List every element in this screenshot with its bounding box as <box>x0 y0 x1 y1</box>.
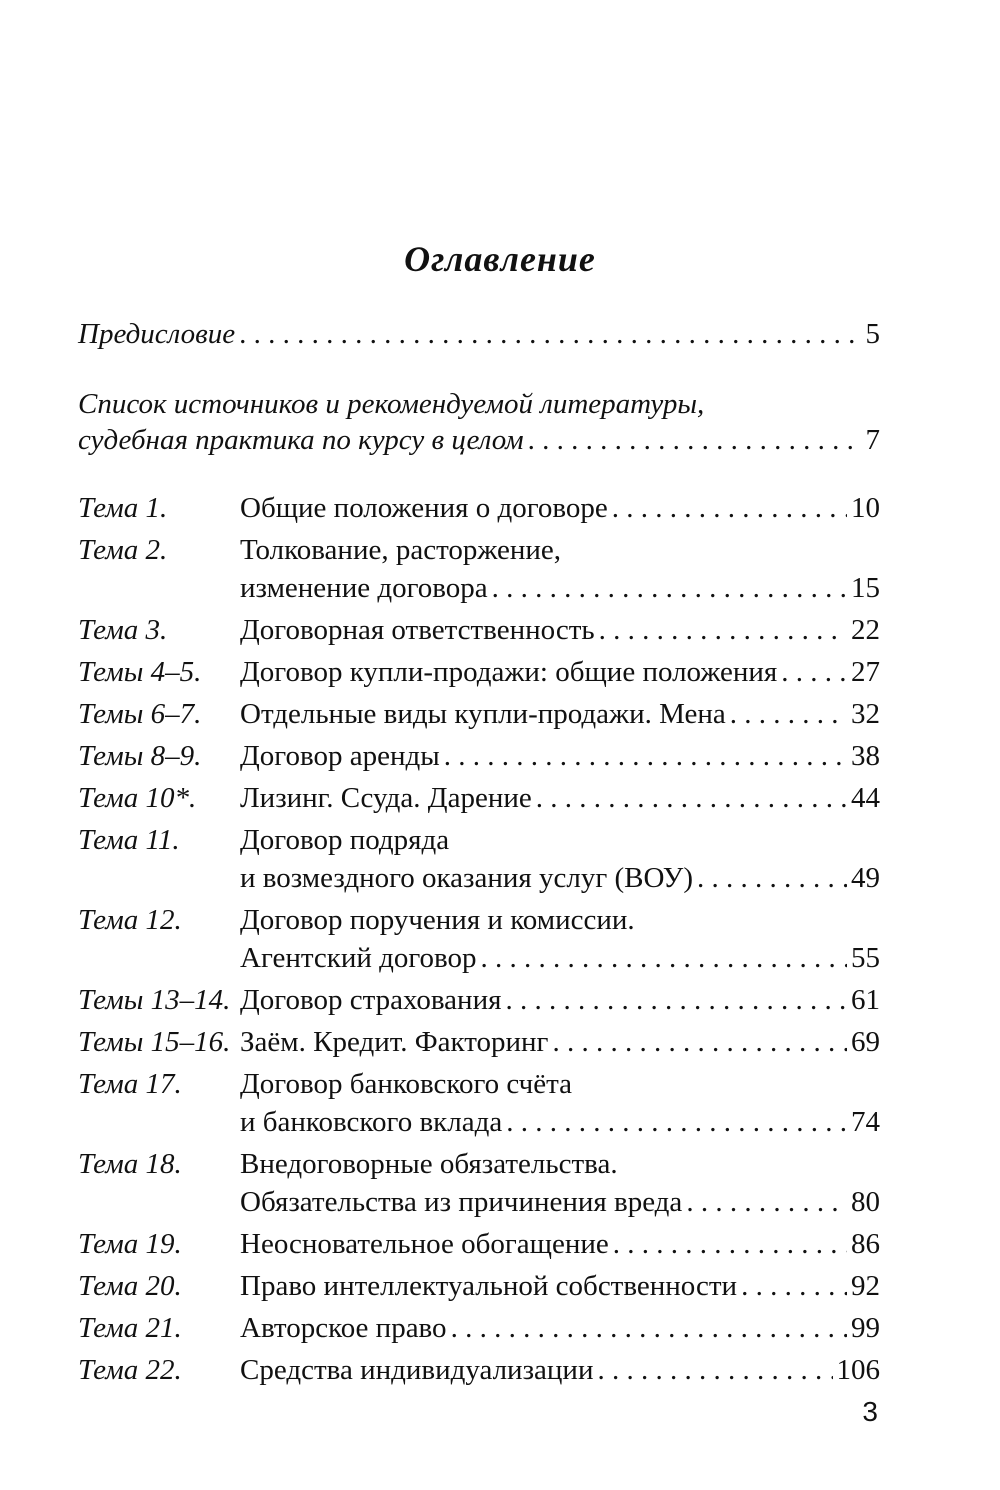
toc-entry-topic <box>78 696 880 732</box>
topic-page: 15 <box>851 572 880 604</box>
topic-label: Тема 10*. <box>78 782 197 814</box>
entry-page: 5 <box>865 318 880 350</box>
toc-entry-topic <box>78 1066 880 1102</box>
topic-page: 27 <box>851 656 880 688</box>
leader-dots <box>781 654 847 690</box>
topic-label: Тема 22. <box>78 1354 182 1386</box>
entry-text: судебная практика по курсу в целом <box>78 424 524 456</box>
leader-dots <box>239 316 861 352</box>
toc-entry-topic <box>78 1104 880 1140</box>
leader-dots <box>481 940 847 976</box>
leader-dots <box>597 1352 832 1388</box>
topic-title: Общие положения о договоре <box>240 492 608 524</box>
toc-entry-topic <box>78 822 880 858</box>
topic-page: 61 <box>851 984 880 1016</box>
topic-title: Средства индивидуализации <box>240 1354 594 1386</box>
topic-title: Договор аренды <box>240 740 440 772</box>
toc-entry-topic <box>78 1184 880 1220</box>
toc-entry-topic <box>78 738 880 774</box>
topic-title: и банковского вклада <box>240 1106 503 1138</box>
topic-label: Темы 13–14. <box>78 984 231 1016</box>
topic-title: Договор купли-продажи: общие положения <box>240 656 778 688</box>
topic-page: 92 <box>851 1270 880 1302</box>
leader-dots <box>451 1310 847 1346</box>
topic-page: 38 <box>851 740 880 772</box>
topic-label: Тема 11. <box>78 824 180 856</box>
topic-label: Тема 20. <box>78 1270 182 1302</box>
topic-page: 99 <box>851 1312 880 1344</box>
toc-entry-preface <box>78 316 880 352</box>
toc-entry-topic <box>78 1024 880 1060</box>
topic-page: 55 <box>851 942 880 974</box>
topic-page: 49 <box>851 862 880 894</box>
topic-label: Темы 15–16. <box>78 1026 231 1058</box>
toc-entry-sources <box>78 422 880 458</box>
page-number: 3 <box>862 1396 878 1427</box>
toc-entry-topic <box>78 490 880 526</box>
leader-dots <box>730 696 847 732</box>
topic-page: 22 <box>851 614 880 646</box>
topic-title: Агентский договор <box>240 942 477 974</box>
toc-entry-topic <box>78 1268 880 1304</box>
leader-dots <box>492 570 847 606</box>
topic-label: Тема 18. <box>78 1148 182 1180</box>
topic-page: 44 <box>851 782 880 814</box>
topic-title: Обязательства из причинения вреда <box>240 1186 683 1218</box>
toc-title: Оглавление <box>404 239 596 279</box>
topic-page: 106 <box>836 1354 880 1386</box>
topic-title: Внедоговорные обязательства. <box>240 1148 618 1180</box>
topic-title: Отдельные виды купли-продажи. Мена <box>240 698 726 730</box>
topic-title: Договорная ответственность <box>240 614 595 646</box>
toc-entry-topic <box>78 780 880 816</box>
topic-label: Тема 17. <box>78 1068 182 1100</box>
toc-entry-topic <box>78 940 880 976</box>
topic-title: изменение договора <box>240 572 488 604</box>
toc-entry-topic <box>78 902 880 938</box>
leader-dots <box>528 422 862 458</box>
toc-entry-topic <box>78 1226 880 1262</box>
topic-label: Темы 4–5. <box>78 656 202 688</box>
topic-title: Неосновательное обогащение <box>240 1228 609 1260</box>
topic-label: Тема 12. <box>78 904 182 936</box>
topic-title: Договор подряда <box>240 824 450 856</box>
toc-entry-topic <box>78 1310 880 1346</box>
leader-dots <box>506 1104 847 1140</box>
entry-text: Список источников и рекомендуемой литературы, <box>78 388 705 420</box>
toc-entry-topic <box>78 654 880 690</box>
leader-dots <box>741 1268 847 1304</box>
leader-dots <box>612 490 847 526</box>
topic-title: и возмездного оказания услуг (ВОУ) <box>240 862 693 894</box>
toc-entry-topic <box>78 532 880 568</box>
entry-page: 7 <box>865 424 880 456</box>
topic-label: Тема 21. <box>78 1312 182 1344</box>
topic-label: Тема 1. <box>78 492 168 524</box>
topic-label: Тема 3. <box>78 614 168 646</box>
topic-title: Договор банковского счёта <box>240 1068 573 1100</box>
topic-page: 74 <box>851 1106 880 1138</box>
entry-text: Предисловие <box>78 318 236 350</box>
leader-dots <box>697 860 847 896</box>
topic-title: Лизинг. Ссуда. Дарение <box>240 782 532 814</box>
topic-title: Право интеллектуальной собственности <box>240 1270 738 1302</box>
topic-page: 86 <box>851 1228 880 1260</box>
toc-entry-sources-line1 <box>78 386 880 422</box>
topic-label: Тема 2. <box>78 534 168 566</box>
topic-title: Толкование, расторжение, <box>240 534 562 566</box>
topic-page: 80 <box>851 1186 880 1218</box>
leader-dots <box>599 612 847 648</box>
toc-entry-topic <box>78 860 880 896</box>
toc-entry-topic <box>78 612 880 648</box>
leader-dots <box>444 738 847 774</box>
toc-entry-topic <box>78 570 880 606</box>
topic-title: Заём. Кредит. Факторинг <box>240 1026 549 1058</box>
leader-dots <box>505 982 847 1018</box>
topic-title: Договор поручения и комиссии. <box>240 904 635 936</box>
topic-label: Темы 6–7. <box>78 698 202 730</box>
topic-label: Тема 19. <box>78 1228 182 1260</box>
topic-label: Темы 8–9. <box>78 740 202 772</box>
toc-entry-topic <box>78 1146 880 1182</box>
toc-entry-topic <box>78 1352 880 1388</box>
topic-title: Договор страхования <box>240 984 502 1016</box>
topic-title: Авторское право <box>240 1312 447 1344</box>
leader-dots <box>613 1226 847 1262</box>
topic-page: 32 <box>851 698 880 730</box>
topic-page: 10 <box>851 492 880 524</box>
leader-dots <box>552 1024 847 1060</box>
leader-dots <box>686 1184 847 1220</box>
toc-entry-topic <box>78 982 880 1018</box>
topic-page: 69 <box>851 1026 880 1058</box>
leader-dots <box>536 780 847 816</box>
